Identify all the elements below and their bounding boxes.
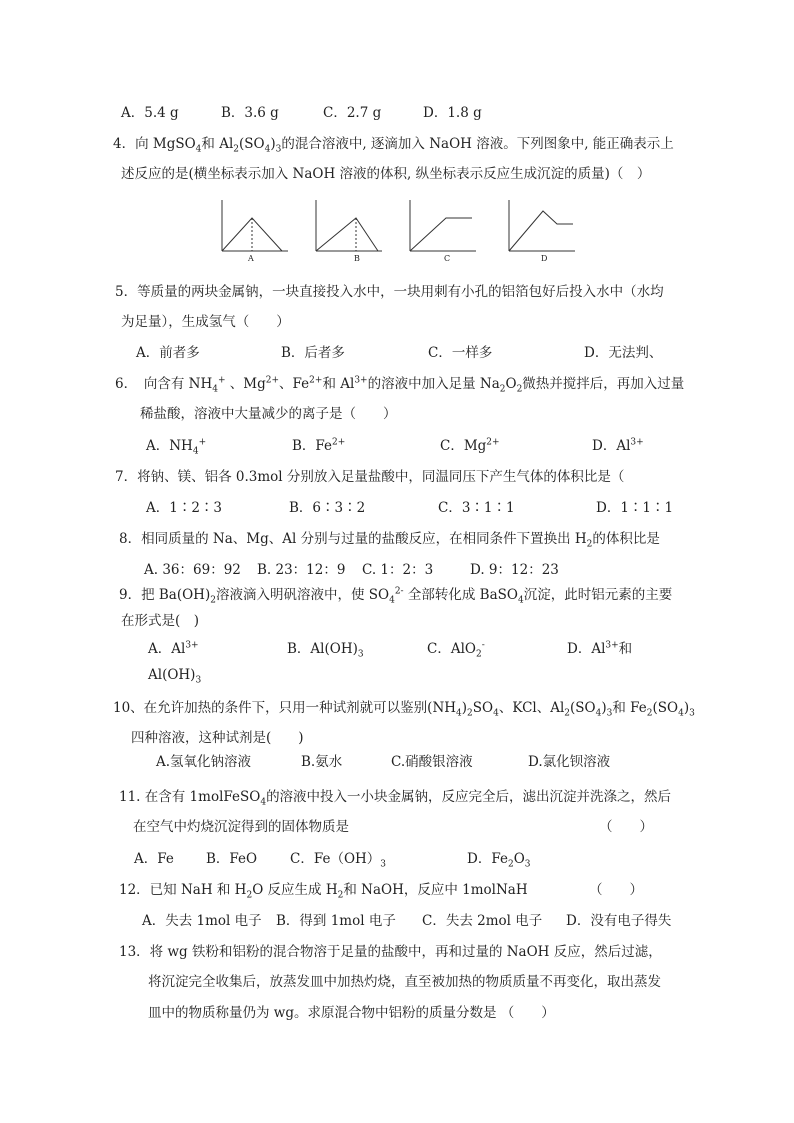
graph-a	[218, 197, 290, 263]
q9-option-b: B．$Al(OH)_3$	[287, 641, 364, 660]
q12-line1: 12．已知 NaH 和 $H_2O$ 反应生成 $H_2$和 NaOH，反应中 1molNaH	[119, 882, 528, 901]
q5-line2: 为足量），生成氢气（ ）	[121, 314, 290, 330]
q6-line1: 6． 向含有 $NH_4^+$ 、$Mg^{2+}$、$Fe^{2+}$和 $Al^{3+}$的溶液中加入足量 $Na_2O_2$微热并搅拌后，再加入过量	[115, 375, 685, 395]
q8-option-d: D. 9：12：23	[470, 562, 559, 578]
q6-option-b: B．$Fe^{2+}$	[292, 437, 346, 454]
graph-c	[406, 197, 478, 263]
q9-option-d: D．$Al^{3+}$和	[567, 640, 633, 657]
q6-option-c: C．$Mg^{2+}$	[440, 437, 500, 454]
graph-b	[312, 197, 384, 263]
q5-option-c: C．一样多	[428, 345, 493, 361]
q8-option-b: B. 23：12：9	[257, 562, 346, 578]
q4-line2: 述反应的是(横坐标表示加入 NaOH 溶液的体积, 纵坐标表示反应生成沉淀的质量)（ ）	[121, 166, 651, 182]
q5-line1: 5．等质量的两块金属钠，一块直接投入水中，一块用刺有小孔的铝箔包好后投入水中（水均	[115, 284, 664, 300]
q10-option-b: B.氨水	[301, 754, 343, 770]
q13-line2: 将沉淀完全收集后，放蒸发皿中加热灼烧，直至被加热的物质质量不再变化，取出蒸发	[148, 974, 661, 990]
graph-c-label: C	[444, 254, 451, 263]
q9-option-c: C．AlO$_2$-	[427, 640, 485, 660]
graph-d	[505, 197, 577, 263]
q6-option-d: D．$Al^{3+}$	[592, 437, 644, 454]
q7-option-d: D．1∶1∶1	[596, 500, 674, 516]
q6-option-a: A．$NH_4^+$	[146, 437, 207, 457]
q12-option-d: D．没有电子得失	[566, 913, 672, 929]
q8-line1: 8．相同质量的 Na、Mg、Al 分别与过量的盐酸反应，在相同条件下置换出 $H_2$的体积比是	[119, 531, 660, 550]
q13-line3: 皿中的物质称量仍为 wg。求原混合物中铝粉的质量分数是 （ ）	[148, 1005, 555, 1021]
graph-a-label: A	[248, 254, 254, 263]
q12-answer-paren: （ ）	[589, 882, 643, 898]
q3-option-a: A．5.4 g	[121, 105, 179, 121]
q11-option-c: C．$Fe(OH)_3$	[290, 851, 387, 870]
q6-line2: 稀盐酸，溶液中大量减少的离子是（ ）	[140, 406, 397, 422]
q13-line1: 13．将 wg 铁粉和铝粉的混合物溶于足量的盐酸中，再和过量的 NaOH 反应，然后过滤，	[119, 944, 662, 960]
q9-option-a: A．$Al^{3+}$	[148, 640, 199, 657]
q10-line2: 四种溶液，这种试剂是( )	[131, 730, 304, 746]
q5-option-a: A．前者多	[136, 345, 200, 361]
q11-line1: 11. 在含有 1molFeSO$_4$的溶液中投入一小块金属钠，反应完全后，滤出沉淀并洗涤之，然后	[119, 789, 672, 808]
q11-answer-paren: （ ）	[599, 819, 653, 835]
q10-option-c: C.硝酸银溶液	[391, 754, 473, 770]
q7-line1: 7．将钠、镁、铝各 0.3mol 分别放入足量盐酸中，同温同压下产生气体的体积比是（	[115, 469, 625, 485]
q4-line1: 4．向 MgSO$_4$和 $Al_2(SO_4)_3$的混合溶液中, 逐滴加入 NaOH 溶液。下列图象中, 能正确表示上	[113, 136, 674, 155]
q11-option-b: B．FeO	[206, 851, 258, 867]
q9-line2: 在形式是( )	[121, 613, 200, 629]
q9-option-d-cont: $Al(OH)_3$	[148, 667, 202, 686]
q10-line1: 10、在允许加热的条件下，只用一种试剂就可以鉴别$(NH_4)_2SO_4$、KCl、$Al_2(SO_4)_3$和 $Fe_2(SO_4)_3$	[113, 700, 695, 719]
q11-option-a: A．Fe	[134, 851, 174, 867]
q7-option-b: B．6∶3∶2	[289, 500, 366, 516]
q12-option-a: A．失去 1mol 电子	[142, 913, 262, 929]
graph-d-label: D	[541, 254, 548, 263]
q8-option-a: A. 36：69：92	[144, 562, 241, 578]
q12-option-b: B．得到 1mol 电子	[276, 913, 396, 929]
q7-option-a: A．1∶2∶3	[146, 500, 223, 516]
graph-b-label: B	[354, 254, 360, 263]
q5-option-b: B．后者多	[281, 345, 345, 361]
q7-option-c: C．3∶1∶1	[438, 500, 515, 516]
q10-option-d: D.氯化钡溶液	[528, 754, 611, 770]
q3-option-c: C．2.7 g	[323, 105, 382, 121]
q5-option-d: D．无法判、	[584, 345, 663, 361]
q8-option-c: C. 1：2：3	[362, 562, 434, 578]
q3-option-b: B．3.6 g	[221, 105, 279, 121]
q3-option-d: D．1.8 g	[423, 105, 482, 121]
q10-option-a: A.氢氧化钠溶液	[156, 754, 252, 770]
q11-option-d: D．$Fe_2O_3$	[467, 851, 531, 870]
q9-line1: 9．把 $Ba(OH)_2$溶液滴入明矾溶液中，使 $SO_4^{2-}$ 全部转化成 BaSO$_4$沉淀，此时铝元素的主要	[119, 586, 673, 606]
q12-option-c: C．失去 2mol 电子	[422, 913, 543, 929]
q11-line2: 在空气中灼烧沉淀得到的固体物质是	[133, 819, 349, 835]
